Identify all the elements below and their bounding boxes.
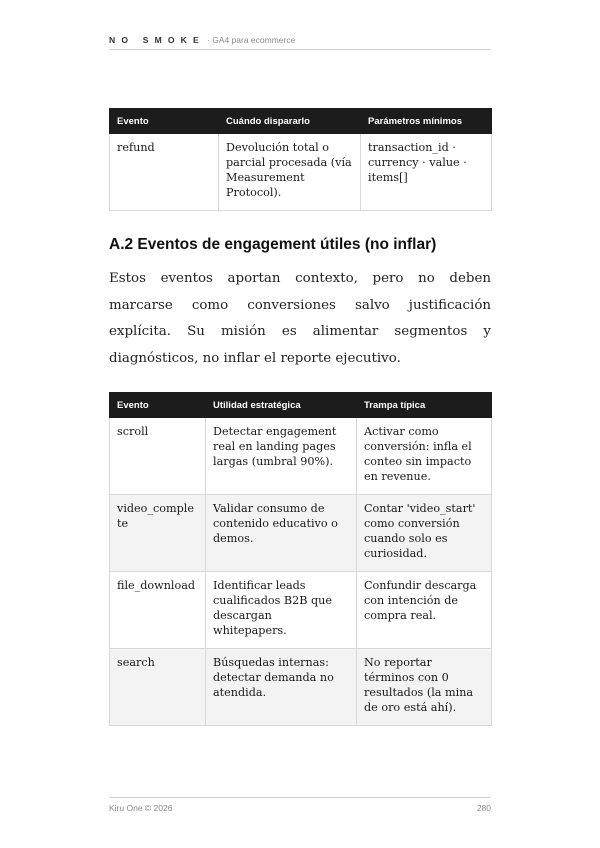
table-header-row: [110, 393, 492, 418]
table: [109, 392, 492, 726]
table-cell: Activar como conversión: infla el conteo sin impacto en revenue.: [357, 418, 492, 495]
engagement-events-table: [109, 392, 491, 726]
table-row: [110, 495, 492, 572]
column-header: Evento: [110, 393, 206, 418]
running-footer: [109, 797, 491, 812]
events-table-top: [109, 108, 491, 211]
column-header: Evento: [110, 109, 219, 134]
column-header: Trampa típica: [357, 393, 492, 418]
table-cell: file_download: [110, 572, 206, 649]
table-cell: refund: [110, 134, 219, 211]
section-title: A.2 Eventos de engagement útiles (no inflar): [109, 236, 437, 253]
table-cell: Identificar leads cualificados B2B que descargan whitepapers.: [206, 572, 357, 649]
table-header-row: [110, 109, 492, 134]
copyright: Kiru One © 2026: [109, 803, 173, 813]
column-header: Parámetros mínimos: [361, 109, 492, 134]
table-cell: Contar 'video_start' como conversión cuando solo es curiosidad.: [357, 495, 492, 572]
table-cell: Validar consumo de contenido educativo o demos.: [206, 495, 357, 572]
table-cell: No reportar términos con 0 resultados (la mina de oro está ahí).: [357, 649, 492, 726]
table-cell: search: [110, 649, 206, 726]
table-cell: transaction_id · currency · value · items[]: [361, 134, 492, 211]
table-row: [110, 649, 492, 726]
brand-name: NO SMOKE: [109, 35, 205, 45]
table: [109, 108, 492, 211]
table-row: [110, 572, 492, 649]
section-paragraph: Estos eventos aportan contexto, pero no deben marcarse como conversiones salvo justificación explícita. Su misión es alimentar segmentos y diagnósticos, no inflar el reporte ejecutivo.: [109, 271, 491, 366]
column-header: Cuándo dispararlo: [219, 109, 361, 134]
table-cell: Confundir descarga con intención de compra real.: [357, 572, 492, 649]
table-row: [110, 418, 492, 495]
running-header: [109, 35, 491, 50]
page-number: 280: [476, 803, 491, 813]
table-cell: Búsquedas internas: detectar demanda no atendida.: [206, 649, 357, 726]
table-row: [110, 134, 492, 211]
table-cell: scroll: [110, 418, 206, 495]
book-subtitle: · GA4 para ecommerce: [207, 35, 296, 45]
table-cell: video_complete: [110, 495, 206, 572]
column-header: Utilidad estratégica: [206, 393, 357, 418]
table-cell: Detectar engagement real en landing pages largas (umbral 90%).: [206, 418, 357, 495]
table-cell: Devolución total o parcial procesada (vía Measurement Protocol).: [219, 134, 361, 211]
